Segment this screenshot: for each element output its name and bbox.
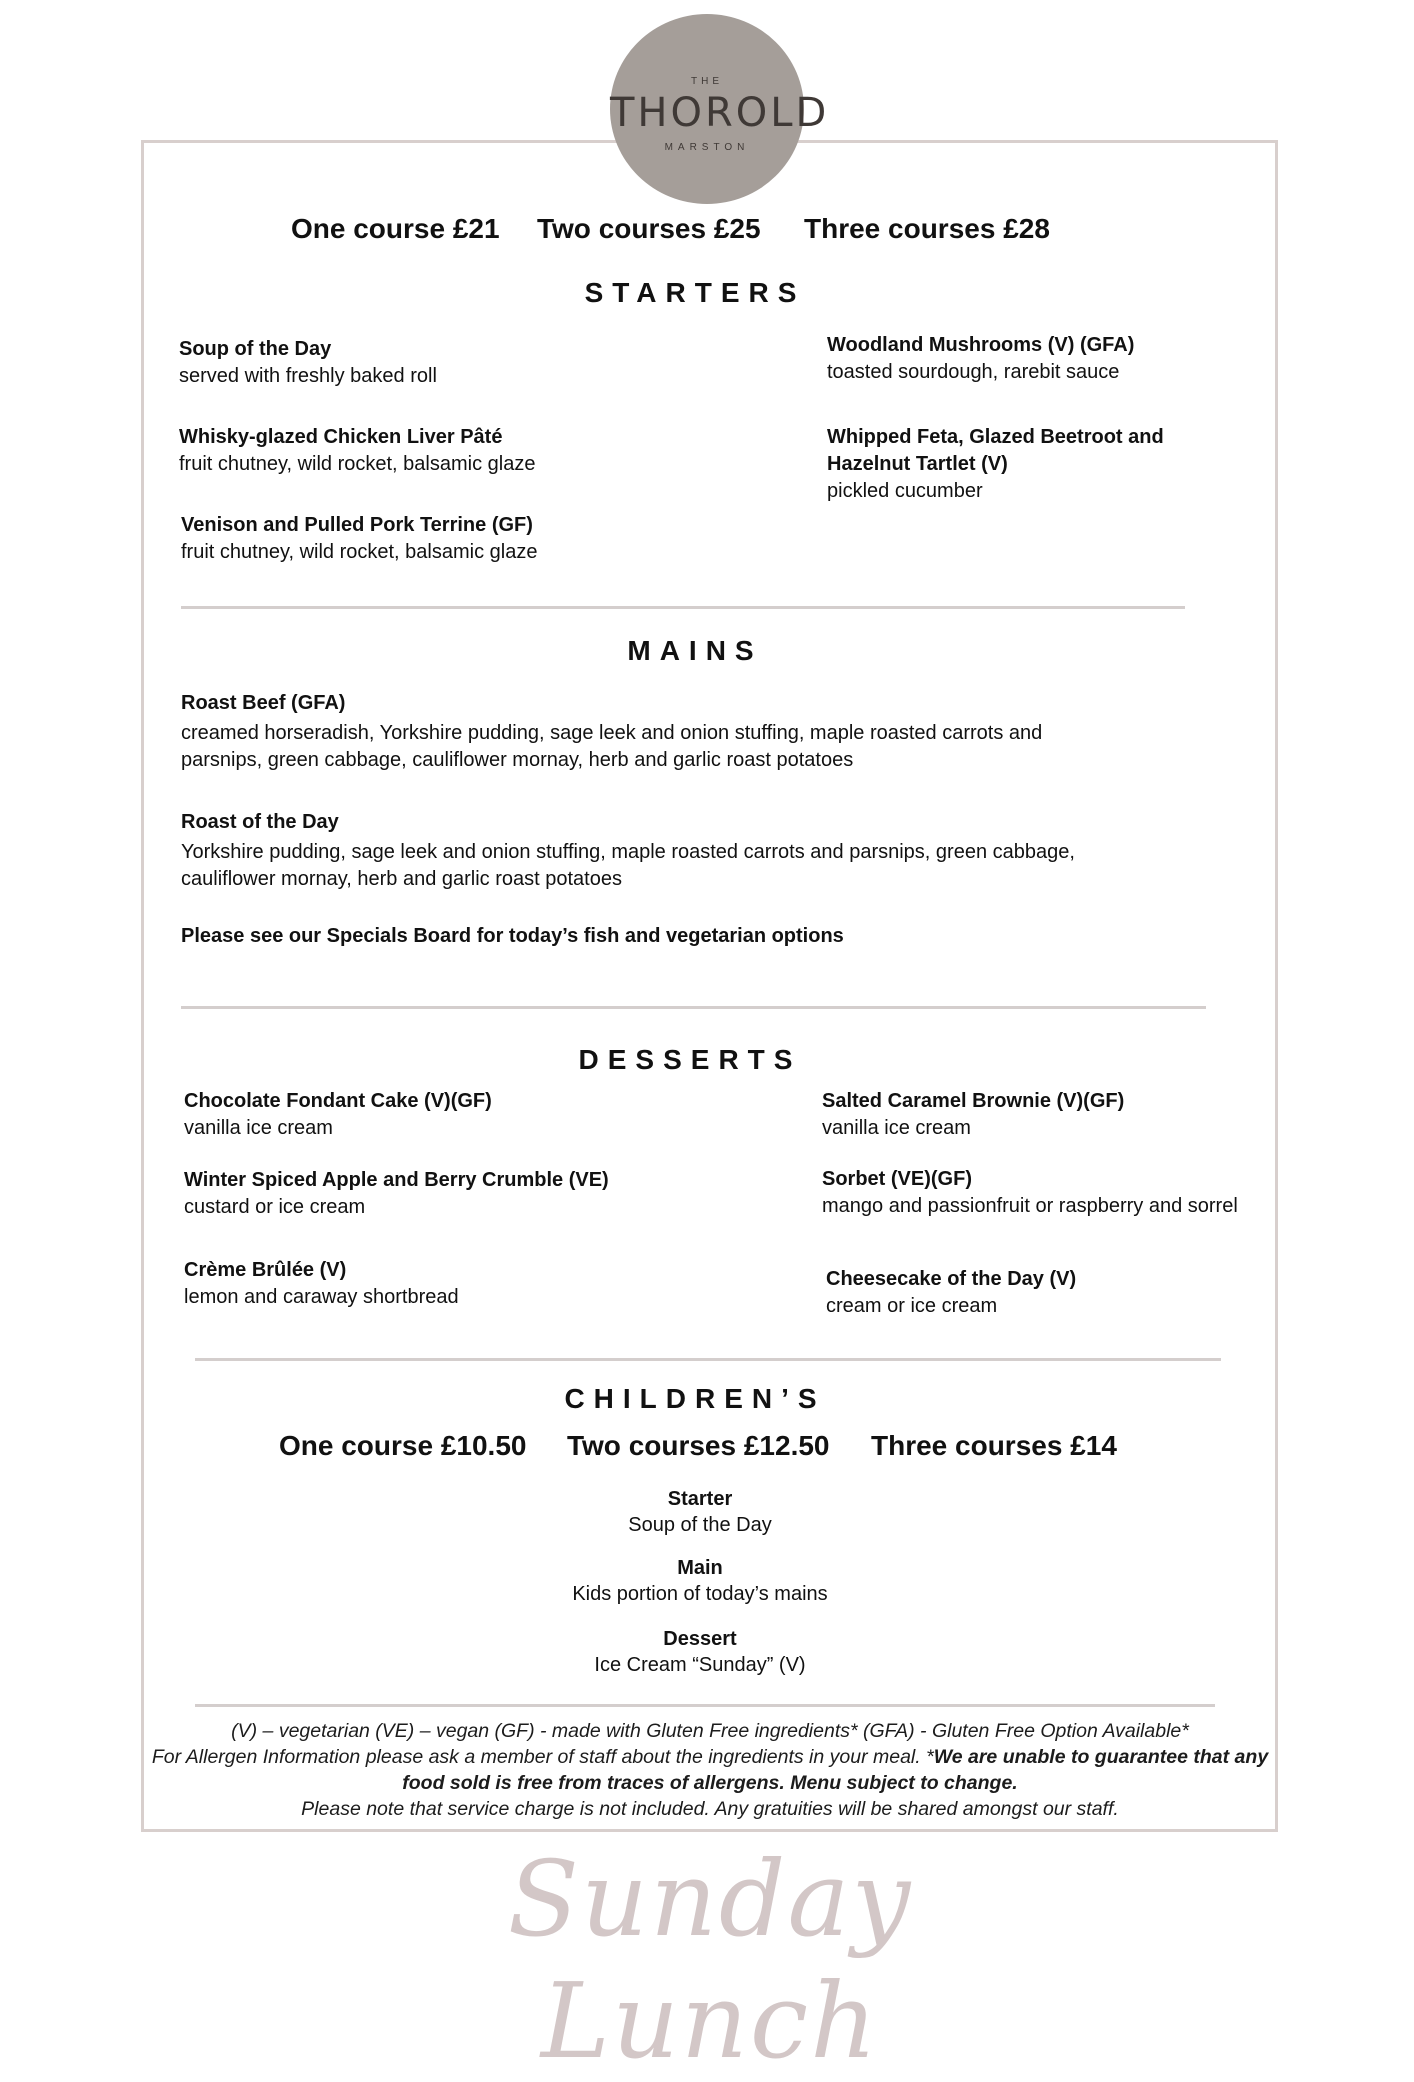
dish-name: Whisky-glazed Chicken Liver Pâté [179, 426, 503, 448]
dish-desc: cream or ice cream [826, 1295, 998, 1317]
dish-desc: Yorkshire pudding, sage leek and onion stuffing, maple roasted carrots and parsnips, green cabbage, cauliflower mornay, herb and garlic roast potatoes [181, 841, 1075, 890]
kids-main-label: Main [677, 1557, 723, 1579]
footer-allergen-info [150, 1744, 1270, 1796]
dessert-item [822, 1166, 1262, 1220]
dish-name: Sorbet (VE)(GF) [822, 1168, 972, 1190]
main-item [181, 690, 1081, 774]
dish-name: Soup of the Day [179, 338, 332, 360]
dish-name: Venison and Pulled Pork Terrine (GF) [181, 514, 533, 536]
kids-price-three-courses: Three courses £14 [871, 1430, 1117, 1461]
brand-logo [610, 14, 830, 204]
kids-dessert-value: Ice Cream “Sunday” (V) [594, 1654, 806, 1676]
dessert-item [822, 1088, 1262, 1142]
dessert-item [184, 1257, 784, 1311]
divider [195, 1358, 1221, 1361]
dish-desc: mango and passionfruit or raspberry and sorrel [822, 1195, 1238, 1217]
logo-the: THE [691, 76, 723, 87]
specials-note: Please see our Specials Board for today’s fish and vegetarian options [181, 925, 844, 947]
starter-item [179, 424, 779, 478]
divider [181, 606, 1185, 609]
kids-dessert-label: Dessert [663, 1628, 737, 1650]
sunday-lunch-script-title: Sunday Lunch [507, 1838, 913, 2082]
logo-place: MARSTON [664, 142, 750, 153]
dish-name: Roast Beef (GFA) [181, 692, 346, 714]
kids-price-two-courses: Two courses £12.50 [567, 1430, 830, 1461]
starter-item [827, 332, 1247, 386]
kids-price-one-course: One course £10.50 [279, 1430, 527, 1461]
kids-starter [450, 1486, 950, 1538]
footer-service-charge: Please note that service charge is not included. Any gratuities will be shared amongst our staff. [301, 1798, 1119, 1820]
dish-name: Cheesecake of the Day (V) [826, 1268, 1077, 1290]
dish-name: Winter Spiced Apple and Berry Crumble (VE) [184, 1169, 609, 1191]
footer-allergen-text: For Allergen Information please ask a member of staff about the ingredients in your meal. * [151, 1746, 934, 1768]
price-three-courses: Three courses £28 [804, 213, 1050, 244]
dish-name: Woodland Mushrooms (V) (GFA) [827, 334, 1135, 356]
dish-desc: pickled cucumber [827, 480, 983, 502]
kids-dessert [450, 1626, 950, 1678]
dish-desc: served with freshly baked roll [179, 365, 437, 387]
dish-desc: vanilla ice cream [822, 1117, 971, 1139]
starter-item [827, 424, 1227, 505]
dish-name: Roast of the Day [181, 811, 339, 833]
dessert-item [184, 1088, 784, 1142]
desserts-heading: DESSERTS [578, 1044, 802, 1075]
kids-starter-value: Soup of the Day [628, 1514, 772, 1536]
dish-name: Salted Caramel Brownie (V)(GF) [822, 1090, 1125, 1112]
main-item [181, 809, 1081, 893]
divider [195, 1704, 1215, 1707]
dish-name: Crème Brûlée (V) [184, 1259, 347, 1281]
dish-desc: fruit chutney, wild rocket, balsamic glaze [179, 453, 536, 475]
dessert-item [826, 1266, 1266, 1320]
starters-heading: STARTERS [584, 277, 806, 308]
dish-desc: vanilla ice cream [184, 1117, 333, 1139]
starter-item [181, 512, 781, 566]
kids-main [450, 1555, 950, 1607]
dish-desc: lemon and caraway shortbread [184, 1286, 459, 1308]
dish-desc: fruit chutney, wild rocket, balsamic glaze [181, 541, 538, 563]
dish-desc: creamed horseradish, Yorkshire pudding, sage leek and onion stuffing, maple roasted carrots and parsnips, green cabbage, cauliflower mornay, herb and garlic roast potatoes [181, 722, 1043, 771]
dish-name: Whipped Feta, Glazed Beetroot and Hazelnut Tartlet (V) [827, 426, 1164, 475]
logo-name: THOROLD [610, 90, 830, 136]
kids-main-value: Kids portion of today’s mains [572, 1583, 828, 1605]
price-one-course: One course £21 [291, 213, 500, 244]
price-two-courses: Two courses £25 [537, 213, 761, 244]
starter-item [179, 336, 779, 390]
mains-heading: MAINS [627, 635, 763, 666]
dish-desc: toasted sourdough, rarebit sauce [827, 361, 1120, 383]
footer-allergen-warning: We are unable to guarantee that any food sold is free from traces of allergens. Menu subject to change. [402, 1746, 1269, 1794]
dessert-item [184, 1167, 784, 1221]
footer-legend: (V) – vegetarian (VE) – vegan (GF) - made with Gluten Free ingredients* (GFA) - Gluten Free Option Available* [231, 1720, 1189, 1742]
dish-name: Chocolate Fondant Cake (V)(GF) [184, 1090, 492, 1112]
kids-starter-label: Starter [667, 1488, 733, 1510]
childrens-heading: CHILDREN’S [564, 1383, 826, 1414]
divider [181, 1006, 1206, 1009]
dish-desc: custard or ice cream [184, 1196, 366, 1218]
allergen-footer [150, 1718, 1270, 1822]
